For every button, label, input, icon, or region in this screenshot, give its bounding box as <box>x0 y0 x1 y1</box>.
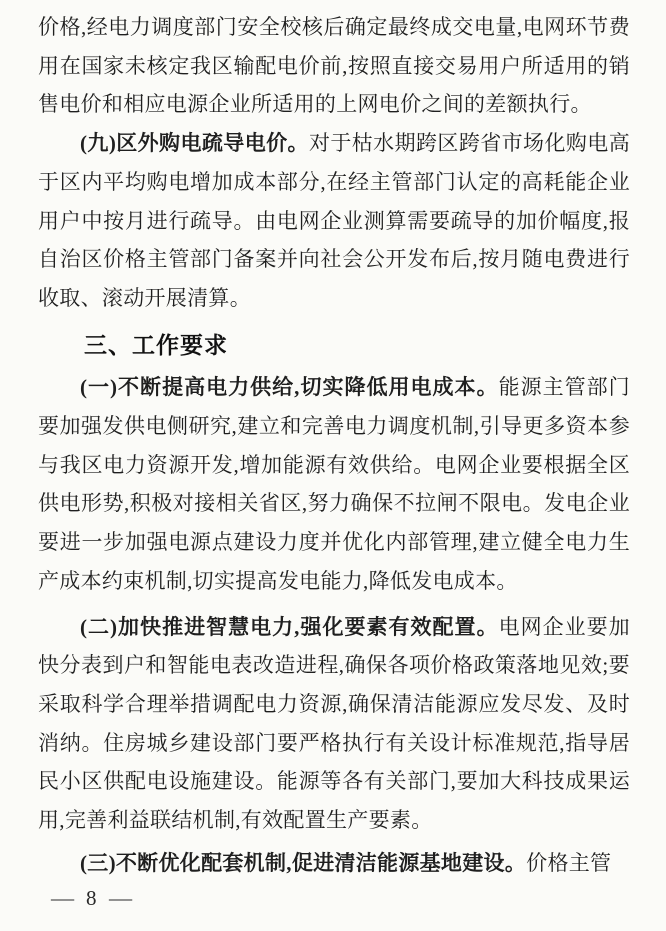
paragraph-body: 电网企业要加快分表到户和智能电表改造进程,确保各项价格政策落地见效;要采取科学合理举措调配电力资源,确保清洁能源应发尽发、及时消纳。住房城乡建设部门要严格执行有关设计标准规范,指导居民小区供配电设施建设。能源等各有关部门,要加大科技成果运用,完善利益联结机制,有效配置生产要素。 <box>38 614 630 833</box>
page-footer <box>52 886 131 911</box>
paragraph-lead: (二)加快推进智慧电力,强化要素有效配置。 <box>80 614 499 639</box>
paragraph-body: 价格,经电力调度部门安全校核后确定最终成交电量,电网环节费用在国家未核定我区输配电价前,按照直接交易用户所适用的销售电价和相应电源企业所适用的上网电价之间的差额执行。 <box>38 15 630 117</box>
footer-dash-right: — <box>108 886 132 910</box>
paragraph-body: 价格主管 <box>526 850 612 875</box>
paragraph-requirement-1 <box>38 368 630 600</box>
paragraph-lead: (三)不断优化配套机制,促进清洁能源基地建设。 <box>80 850 527 875</box>
paragraph-lead: (九)区外购电疏导电价。 <box>80 131 309 156</box>
paragraph-continuation <box>38 8 630 124</box>
footer-dash-left: — <box>50 886 75 910</box>
paragraph-body: 能源主管部门要加强发供电侧研究,建立和完善电力调度机制,引导更多资本参与我区电力资源开发,增加能源有效供给。电网企业要根据全区供电形势,积极对接相关省区,努力确保不拉闸不限电。发电企业要进一步加强电源点建设力度并优化内部管理,建立健全电力生产成本约束机制,切实提高发电能力,降低发电成本。 <box>38 375 630 593</box>
paragraph-requirement-2 <box>38 608 630 840</box>
paragraph-lead: (一)不断提高电力供给,切实降低用电成本。 <box>80 375 499 400</box>
paragraph-item-9 <box>38 124 630 318</box>
section-heading-work-requirements: 三、工作要求 <box>84 331 228 358</box>
paragraph-body: 对于枯水期跨区跨省市场化购电高于区内平均购电增加成本部分,在经主管部门认定的高耗能企业用户中按月进行疏导。由电网企业测算需要疏导的加价幅度,报自治区价格主管部门备案并向社会公开发布后,按月随电费进行收取、滚动开展清算。 <box>38 131 631 310</box>
paragraph-requirement-3 <box>38 844 630 883</box>
page-number: 8 <box>86 886 97 910</box>
